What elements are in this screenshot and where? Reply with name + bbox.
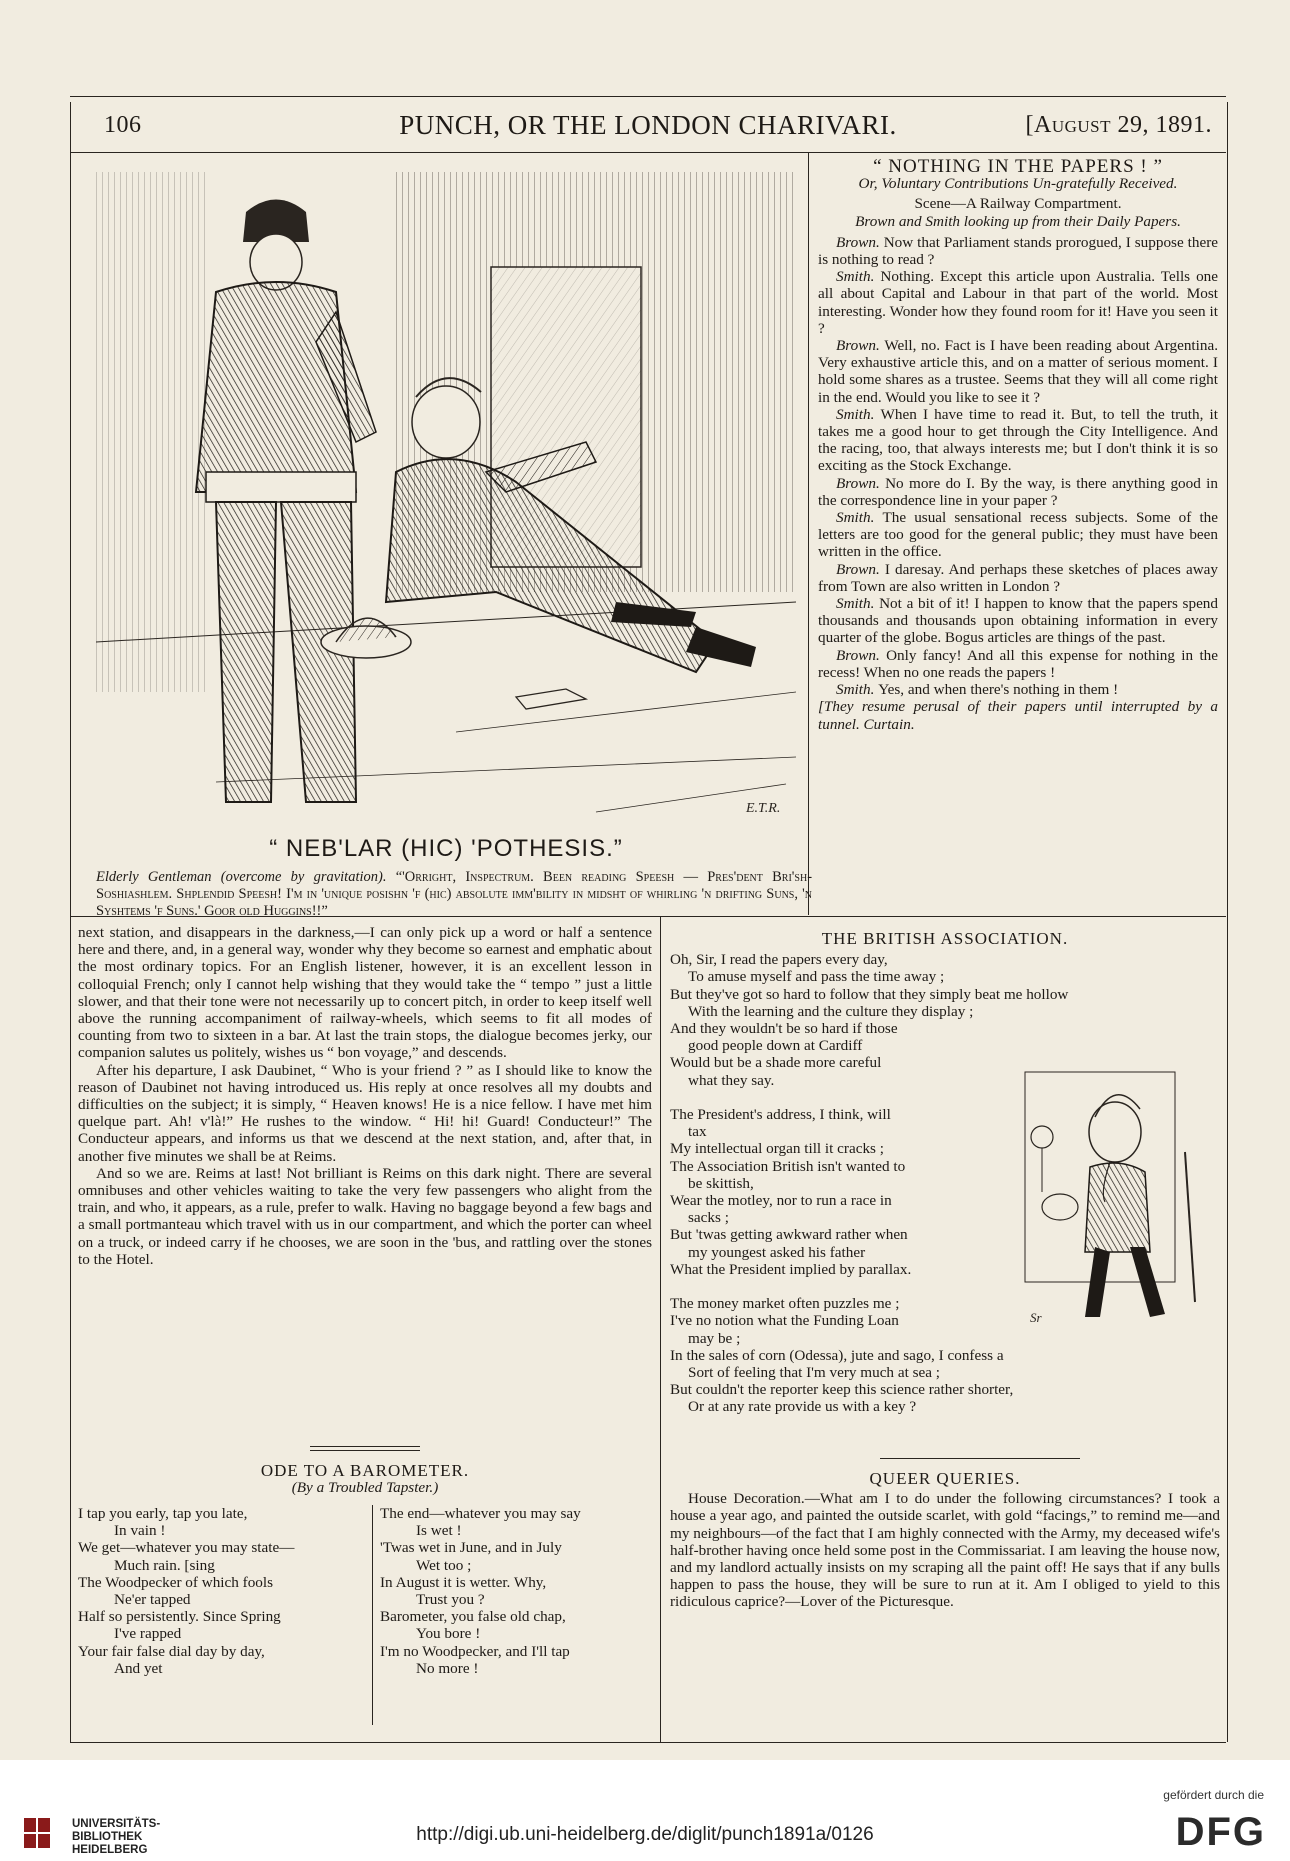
verse-line: In the sales of corn (Odessa), jute and sago, I confess a [670, 1346, 1004, 1364]
ode-subtitle: (By a Troubled Tapster.) [291, 1479, 439, 1497]
dialogue-lines [818, 234, 1218, 698]
dialogue-line [818, 337, 1218, 406]
dialogue-text: Now that Parliament stands prorogued, I suppose there is nothing to read ? [818, 233, 1218, 269]
dialogue-speaker: Brown. [836, 560, 885, 578]
verse-line: We get—whatever you may state— [78, 1539, 295, 1557]
dialogue-text: The usual sensational recess subjects. Some of the letters are too good for the general public; they must have been written in the office. [818, 509, 1218, 561]
bottom-column-divider [660, 917, 661, 1742]
verse-line: But they've got so hard to follow that they simply beat me hollow [670, 985, 1069, 1003]
dialogue-text: No more do I. By the way, is there anything good in the correspondence line in your paper ? [818, 474, 1218, 509]
queries-title: QUEER QUERIES. [869, 1469, 1021, 1488]
verse-line: And they wouldn't be so hard if those [670, 1020, 898, 1038]
digitization-footer [0, 1760, 1290, 1861]
dialogue-text: Nothing. Except this article upon Australia. Tells one all about Capital and Labour in that part of the world. Most interesting. Wonder how they found room for it! Have you seen it ? [818, 268, 1218, 337]
dialogue-text: Only fancy! And all this expense for nothing in the recess! When no one reads the papers ! [818, 646, 1219, 681]
stage-direction: [They resume perusal of their papers until interrupted by a tunnel. Curtain. [818, 698, 1218, 733]
dialogue-speaker: Brown. [836, 474, 886, 492]
verse-line: What the President implied by parallax. [670, 1260, 912, 1278]
verse-line: In vain ! [114, 1522, 166, 1540]
institution-name: UNIVERSITÄTS- BIBLIOTHEK HEIDELBERG [72, 1818, 161, 1856]
dialogue-line [818, 561, 1218, 595]
scene-line: Scene—A Railway Compartment. [914, 195, 1122, 213]
verse-line: may be ; [688, 1329, 741, 1347]
funded-by-label: gefördert durch die [1163, 1788, 1264, 1802]
verse-line: I've rapped [114, 1625, 182, 1643]
verse-line: I tap you early, tap you late, [78, 1505, 248, 1522]
verse-line: Your fair false dial day by day, [78, 1642, 265, 1660]
scene-description: Brown and Smith looking up from their Daily Papers. [855, 212, 1181, 230]
ode-separator-2 [310, 1450, 420, 1451]
bottom-rule [70, 1742, 1226, 1743]
scientist-sketch [1020, 1062, 1215, 1332]
verse-line: Sort of feeling that I'm very much at sea ; [688, 1364, 940, 1382]
ode-right-stanza [380, 1505, 650, 1677]
ode-right-lines [380, 1505, 650, 1677]
verse-line: Much rain. [sing [114, 1556, 215, 1574]
verse-line: The Woodpecker of which fools [78, 1573, 274, 1591]
queer-queries-article [670, 1470, 1220, 1611]
verse-line: Is wet ! [416, 1522, 462, 1540]
verse-line: Barometer, you false old chap, [380, 1608, 566, 1626]
ode-poem [78, 1462, 652, 1502]
verse-line: good people down at Cardiff [688, 1037, 863, 1055]
verse-line: I've no notion what the Funding Loan [670, 1312, 899, 1330]
dialogue-speaker: Smith. [836, 405, 881, 423]
verse-line: The end—whatever you may say [380, 1505, 581, 1522]
caption-text: “'Orright, Inspectrum. Been reading Speesh — Pres'dent Bri'sh-Soshiashlem. Shplendid Speesh! I'm in 'unique posishn 'f (hic) absolute imm'bility in midsht of whirling 'n drifting Suns, 'n Syshtems 'f Suns.' Goor old Huggins!!” [96, 869, 813, 919]
verse-line: Half so persistently. Since Spring [78, 1608, 281, 1626]
article-subtitle: Or, Voluntary Contributions Un-gratefully Received. [858, 175, 1178, 193]
verse-line: Or at any rate provide us with a key ? [688, 1398, 917, 1416]
verse-line: You bore ! [416, 1625, 481, 1643]
artist-signature: E.T.R. [746, 801, 781, 816]
verse-line: Trust you ? [416, 1591, 485, 1609]
cartoon-drawing [96, 172, 796, 827]
verse-line: sacks ; [688, 1209, 729, 1227]
dialogue-text: Not a bit of it! I happen to know that the papers spend thousands and thousands upon obtaining information in every quarter of the globe. Bogus articles are things of the past. [818, 595, 1218, 647]
nothing-in-papers-article [818, 158, 1218, 733]
dialogue-speaker: Brown. [836, 233, 884, 251]
verse-line: tax [688, 1123, 707, 1141]
cartoon-caption [96, 869, 812, 920]
dialogue-text: I daresay. And perhaps these sketches of places away from Town are also written in London ? [818, 560, 1218, 595]
verse-line: With the learning and the culture they display ; [688, 1002, 974, 1020]
verse-line: Oh, Sir, I read the papers every day, [670, 951, 888, 969]
dialogue-line [818, 647, 1218, 681]
verse-line: be skittish, [688, 1174, 754, 1192]
verse-line: Wet too ; [416, 1556, 472, 1574]
article-title: “ NOTHING IN THE PAPERS ! ” [873, 156, 1163, 177]
ode-left-lines [78, 1505, 368, 1677]
verse-line: The President's address, I think, will [670, 1106, 891, 1124]
verse-line: No more ! [416, 1659, 479, 1677]
travel-paragraph-1: next station, and disappears in the darkness,—I can only pick up a word or half a sentence here and there, and, in a general way, wonder why they become so earnest and emphatic about the most ordinary topics. For an English listener, however, it is an excellent lesson in colloquial French; only I cannot help wishing that they would take the “ tempo ” just a little slower, and that their tone were not necessarily up to concert pitch, in order to keep itself well above the running accompaniment of railway-wheels, which seems to fit all modes of counting from two to sixteen in a bar. At last the train stops, the dialogue becomes jerky, our companion salutes us politely, wishes us “ bon voyage,” and descends. [78, 924, 652, 1062]
dialogue-line [818, 234, 1218, 268]
page-header [78, 110, 1218, 148]
ode-column-divider [372, 1505, 373, 1725]
issue-date: [August 29, 1891. [1025, 112, 1212, 138]
verse-line: The Association British isn't wanted to [670, 1157, 906, 1175]
sketch-signature: Sr [1030, 1310, 1042, 1325]
verse-line: Ne'er tapped [114, 1591, 191, 1609]
source-url[interactable]: http://digi.ub.uni-heidelberg.de/diglit/punch1891a/0126 [416, 1824, 874, 1845]
verse-line: In August it is wetter. Why, [380, 1573, 547, 1591]
dialogue-line [818, 595, 1218, 647]
queries-text: House Decoration.—What am I to do under the following circumstances? I took a house a year ago, and painted the outside scarlet, with gold “facings,” to remind me—and my neighbours—of the fact that I am highly connected with the Army, my deceased wife's half-brother having once held some post in the Commissariat. I am leaving the house now, and my landlord actually insists on my scraping all the paint off! He says that if any bulls happen to pass the house, they will be sure to run at it. Am I obliged to yield to this ridiculous caprice?—Lover of the Picturesque. [670, 1490, 1220, 1611]
dialogue-line [818, 475, 1218, 509]
verse-line: But couldn't the reporter keep this science rather shorter, [670, 1381, 1014, 1399]
top-column-divider [808, 153, 809, 915]
verse-line: The money market often puzzles me ; [670, 1295, 900, 1313]
cartoon-illustration [96, 172, 796, 827]
masthead-title: PUNCH, OR THE LONDON CHARIVARI. [399, 110, 897, 140]
dialogue-text: Yes, and when there's nothing in them ! [878, 681, 1119, 699]
dialogue-line [818, 406, 1218, 475]
page-number: 106 [104, 112, 142, 138]
dialogue-text: When I have time to read it. But, to tell the truth, it takes me a good hour to get through the City Intelligence. And the racing, too, that always interests me; but I don't think it is so exciting as the Stock Exchange. [818, 405, 1218, 475]
verse-line: my youngest asked his father [688, 1243, 866, 1261]
dialogue-speaker: Brown. [836, 646, 887, 664]
dialogue-line [818, 681, 1218, 698]
dialogue-line [818, 268, 1218, 337]
verse-line: Wear the motley, nor to run a race in [670, 1192, 892, 1210]
queries-separator [880, 1458, 1080, 1459]
verse-line: My intellectual organ till it cracks ; [670, 1140, 884, 1158]
header-rule [70, 152, 1226, 153]
travel-paragraph-2: After his departure, I ask Daubinet, “ Who is your friend ? ” as I should like to know the reason of Daubinet not having introduced us. His reply at once resolves all my doubts and difficulties on the subject; it is simply, “ Heaven knows! He is a nice fellow. I have met him quelque part. Ah! v'là!” He rushes to the window. “ Hi! hi! Guard! Conducteur!” The Conducteur appears, and informs us that we descend at the next station, and, after that, in another five minutes we shall be at Reims. [78, 1061, 652, 1165]
verse-line: To amuse myself and pass the time away ; [688, 968, 945, 986]
ode-left-stanza [78, 1505, 368, 1677]
dialogue-line [818, 509, 1218, 561]
cartoon-title: “ NEB'LAR (HIC) 'POTHESIS.” [269, 835, 623, 862]
dialogue-speaker: Smith. [836, 595, 880, 613]
dialogue-speaker: Smith. [836, 509, 883, 527]
scientist-drawing [1020, 1062, 1215, 1332]
verse-line: 'Twas wet in June, and in July [380, 1539, 562, 1557]
ode-separator-1 [310, 1446, 420, 1447]
verse-line: But 'twas getting awkward rather when [670, 1226, 908, 1244]
top-rule [70, 96, 1226, 97]
caption-speaker: Elderly Gentleman (overcome by gravitation). [96, 869, 387, 885]
dialogue-text: Well, no. Fact is I have been reading about Argentina. Very exhaustive article this, and on a matter of serious moment. I hold some shares as a trustee. Seems that they will all come right in the end. Would you like to see it ? [818, 337, 1218, 406]
verse-line: And yet [114, 1659, 163, 1677]
verse-line: what they say. [688, 1071, 775, 1089]
ode-title: ODE TO A BAROMETER. [260, 1461, 470, 1480]
travel-article [78, 924, 652, 1268]
dialogue-speaker: Smith. [836, 268, 881, 286]
dfg-logo: DFG [1175, 1810, 1266, 1854]
travel-paragraph-3: And so we are. Reims at last! Not brilliant is Reims on this dark night. There are several omnibuses and other vehicles waiting to take the very few passengers who alight from the train, and who, it appears, as a rule, prefer to walk. Having no baggage beyond a few bags and a small portmanteau which travel with us in our compartment, and which the porter can wheel on a truck, or indeed carry if he chooses, we are soon in the 'bus, and rattling over the stones to the Hotel. [78, 1164, 652, 1268]
verse-line: Would but be a shade more careful [670, 1054, 882, 1072]
dropped-gloves [516, 689, 586, 709]
verse-line: I'm no Woodpecker, and I'll tap [380, 1642, 570, 1660]
dialogue-speaker: Smith. [836, 681, 879, 699]
inspector-figure [196, 200, 376, 803]
ba-title: THE BRITISH ASSOCIATION. [821, 929, 1069, 948]
dialogue-speaker: Brown. [836, 337, 885, 355]
